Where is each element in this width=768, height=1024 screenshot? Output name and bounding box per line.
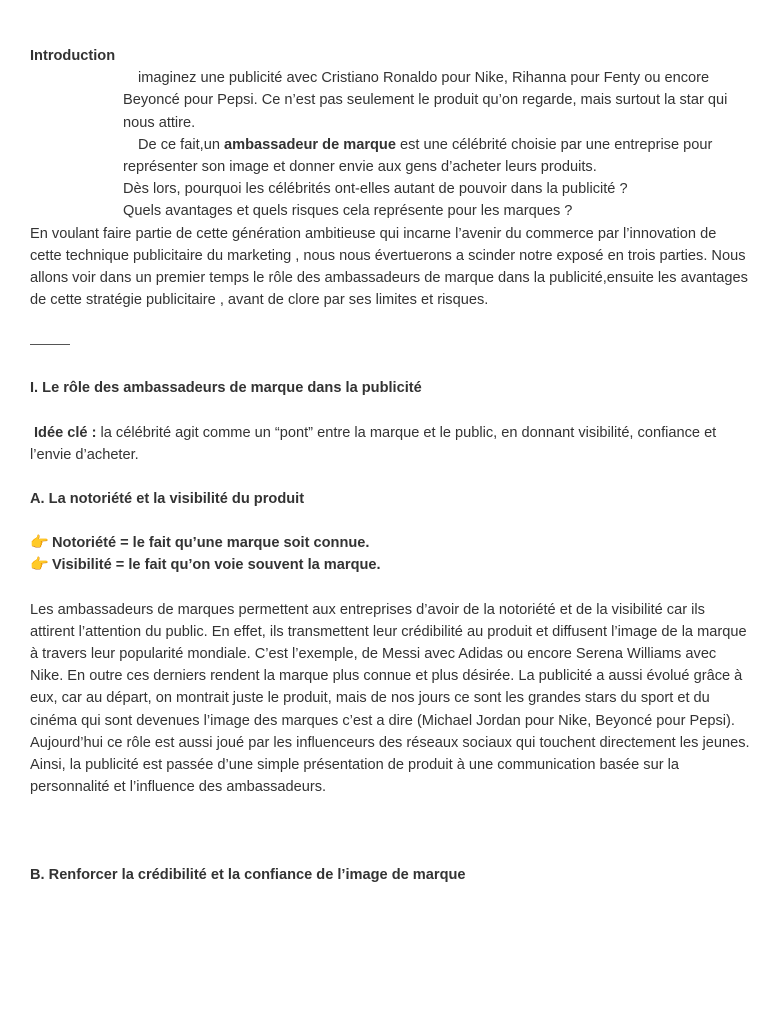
document [30, 45, 750, 887]
intro-question-2: Quels avantages et quels risques cela représente pour les marques ? [123, 203, 573, 220]
key-idea-label: Idée clé : [34, 424, 97, 441]
notoriete-point [30, 532, 750, 554]
intro-heading: Introduction [30, 48, 116, 64]
intro-p2-suffix: est une célébrité choisie par une entreprise pour représenter son image et donner envie aux gens d’acheter leurs produits. [123, 136, 713, 176]
pointing-hand-icon: 👉 [30, 534, 49, 552]
intro-paragraph-2 [30, 134, 750, 178]
section-1-heading: I. Le rôle des ambassadeurs de marque dans la publicité [30, 380, 422, 397]
pointing-hand-icon: 👉 [30, 556, 49, 574]
intro-question-1: Dès lors, pourquoi les célébrités ont-elles autant de pouvoir dans la publicité ? [123, 181, 628, 198]
intro-plan-paragraph: En voulant faire partie de cette génération ambitieuse qui incarne l’avenir du commerce par l’innovation de cette technique publicitaire du marketing , nous nous évertuerons a scinder notre exposé en trois parties. Nous allons voir dans un premier temps le rôle des ambassadeurs de marque dans la publicité,ensuite les avantages de cette stratégie publicitaire , avant de clore par ses limites et risques. [30, 225, 748, 309]
intro-p2-prefix: De ce fait,un [138, 136, 224, 153]
visibilite-point [30, 554, 750, 576]
notoriete-definition: Notoriété = le fait qu’une marque soit connue. [52, 535, 370, 552]
key-idea-text: la célébrité agit comme un “pont” entre la marque et le public, en donnant visibilité, confiance et l’envie d’acheter. [30, 424, 717, 463]
subsection-a-body: Les ambassadeurs de marques permettent aux entreprises d’avoir de la notoriété et de la visibilité car ils attirent l’attention du public. En effet, ils transmettent leur crédibilité au produit et diffusent l’image de la marque à travers leur popularité mondiale. C’est l’exemple, de Messi avec Adidas ou encore Serena Williams avec Nike. En outre ces derniers rendent la marque plus connue et plus désirée. La publicité a aussi évolué grâce à eux, car au départ, on montrait juste le produit, mais de nos jours ce sont les grandes stars du sport et du cinéma qui sont devenues l’image des marques c’est a dire (Michael Jordan pour Nike, Beyoncé pour Pepsi). Aujourd’hui ce rôle est aussi joué par les influenceurs des réseaux sociaux qui touchent directement les jeunes. Ainsi, la publicité est passée d’une simple présentation de produit à une communication basée sur la personnalité et l’influence des ambassadeurs. [30, 601, 750, 796]
intro-paragraph-1: imaginez une publicité avec Cristiano Ronaldo pour Nike, Rihanna pour Fenty ou encore Beyoncé pour Pepsi. Ce n’est pas seulement le produit qu’on regarde, mais surtout la star qui nous attire. [123, 70, 728, 131]
key-idea-paragraph [30, 422, 750, 466]
section-divider [30, 344, 70, 345]
ambassadeur-de-marque-term: ambassadeur de marque [224, 136, 396, 153]
visibilite-definition: Visibilité = le fait qu’on voie souvent la marque. [52, 557, 381, 574]
subsection-a-heading: A. La notoriété et la visibilité du produit [30, 491, 305, 508]
subsection-b-heading: B. Renforcer la crédibilité et la confiance de l’image de marque [30, 867, 466, 884]
